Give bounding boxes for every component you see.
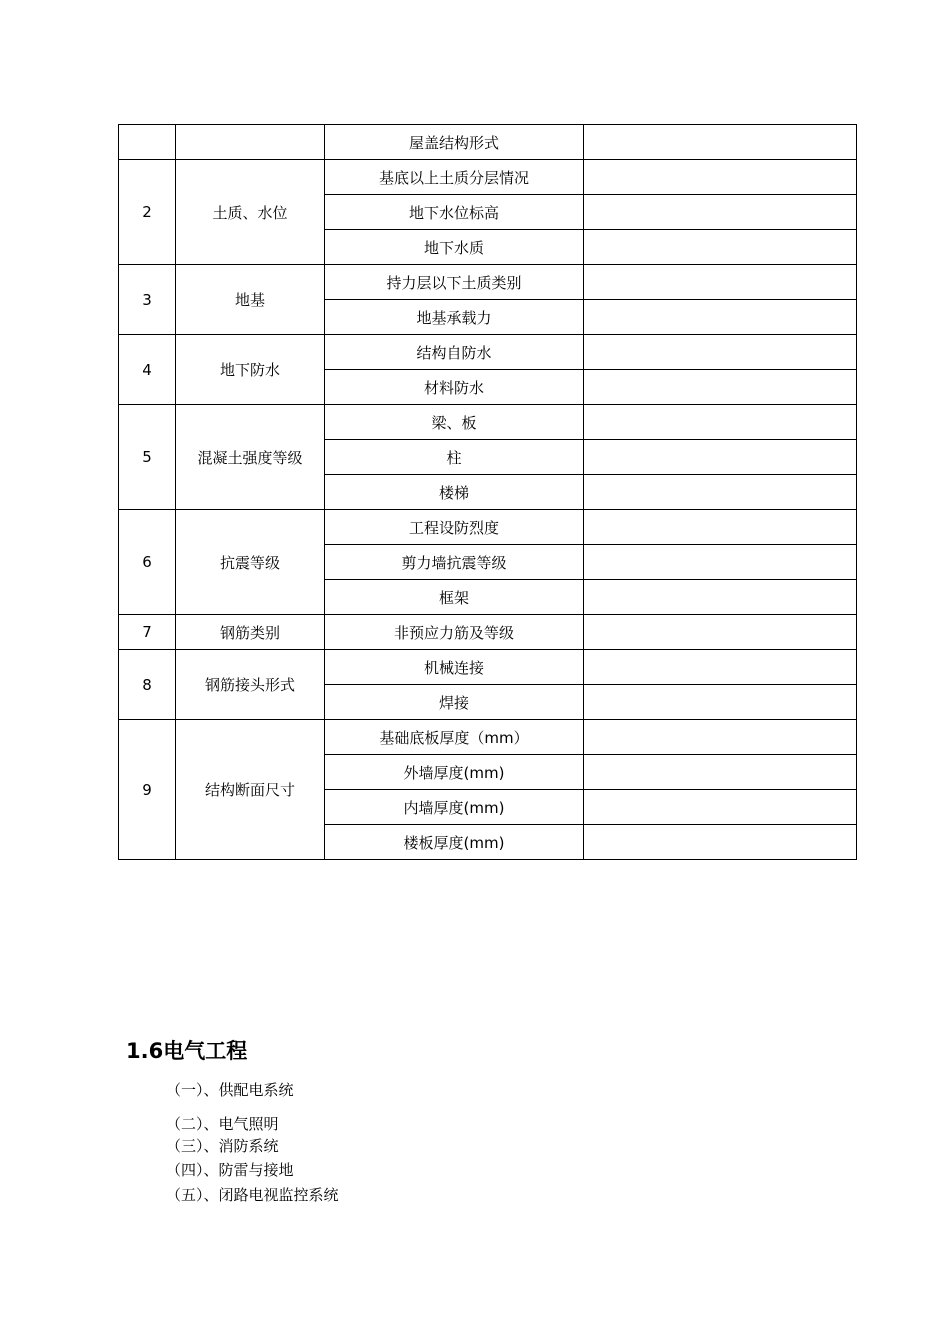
item-cell: 柱	[325, 440, 584, 475]
item-cell: 地下水位标高	[325, 195, 584, 230]
row-number-cell: 4	[119, 335, 176, 405]
table-row	[119, 335, 857, 370]
category-cell: 抗震等级	[176, 510, 325, 615]
value-cell	[584, 650, 857, 685]
item-cell: 内墙厚度(mm)	[325, 790, 584, 825]
table-row	[119, 720, 857, 755]
category-cell: 土质、水位	[176, 160, 325, 265]
row-number-cell: 5	[119, 405, 176, 510]
value-cell	[584, 790, 857, 825]
value-cell	[584, 265, 857, 300]
item-cell: 屋盖结构形式	[325, 125, 584, 160]
item-cell: 基础底板厚度（mm）	[325, 720, 584, 755]
value-cell	[584, 510, 857, 545]
section-title: 1.6电气工程	[126, 1039, 248, 1063]
item-cell: 楼板厚度(mm)	[325, 825, 584, 860]
value-cell	[584, 230, 857, 265]
table-row	[119, 160, 857, 195]
item-cell: 材料防水	[325, 370, 584, 405]
row-number-cell: 3	[119, 265, 176, 335]
section-item-fire-protection: （三）、消防系统	[166, 1137, 279, 1155]
category-cell: 钢筋接头形式	[176, 650, 325, 720]
item-cell: 机械连接	[325, 650, 584, 685]
row-number-cell: 7	[119, 615, 176, 650]
table-row	[119, 125, 857, 160]
item-cell: 楼梯	[325, 475, 584, 510]
category-cell: 混凝土强度等级	[176, 405, 325, 510]
value-cell	[584, 125, 857, 160]
category-cell: 地下防水	[176, 335, 325, 405]
item-cell: 持力层以下土质类别	[325, 265, 584, 300]
item-cell: 基底以上土质分层情况	[325, 160, 584, 195]
item-cell: 非预应力筋及等级	[325, 615, 584, 650]
value-cell	[584, 755, 857, 790]
section-item-lightning-grounding: （四）、防雷与接地	[166, 1161, 294, 1179]
item-cell: 结构自防水	[325, 335, 584, 370]
category-cell	[176, 125, 325, 160]
value-cell	[584, 825, 857, 860]
value-cell	[584, 160, 857, 195]
section-item-lighting: （二）、电气照明	[166, 1115, 279, 1133]
row-number-cell	[119, 125, 176, 160]
value-cell	[584, 440, 857, 475]
table-row	[119, 615, 857, 650]
category-cell: 钢筋类别	[176, 615, 325, 650]
table-row	[119, 510, 857, 545]
row-number-cell: 9	[119, 720, 176, 860]
value-cell	[584, 370, 857, 405]
value-cell	[584, 720, 857, 755]
value-cell	[584, 300, 857, 335]
value-cell	[584, 405, 857, 440]
value-cell	[584, 545, 857, 580]
table-row	[119, 405, 857, 440]
table-row	[119, 650, 857, 685]
value-cell	[584, 335, 857, 370]
value-cell	[584, 475, 857, 510]
item-cell: 焊接	[325, 685, 584, 720]
value-cell	[584, 580, 857, 615]
row-number-cell: 2	[119, 160, 176, 265]
category-cell: 结构断面尺寸	[176, 720, 325, 860]
item-cell: 梁、板	[325, 405, 584, 440]
section-item-cctv: （五）、闭路电视监控系统	[166, 1186, 339, 1204]
value-cell	[584, 615, 857, 650]
row-number-cell: 6	[119, 510, 176, 615]
table-row	[119, 265, 857, 300]
table-body	[119, 125, 857, 860]
item-cell: 工程设防烈度	[325, 510, 584, 545]
row-number-cell: 8	[119, 650, 176, 720]
item-cell: 框架	[325, 580, 584, 615]
category-cell: 地基	[176, 265, 325, 335]
item-cell: 地基承载力	[325, 300, 584, 335]
item-cell: 外墙厚度(mm)	[325, 755, 584, 790]
item-cell: 剪力墙抗震等级	[325, 545, 584, 580]
item-cell: 地下水质	[325, 230, 584, 265]
value-cell	[584, 685, 857, 720]
value-cell	[584, 195, 857, 230]
structure-spec-table	[118, 124, 857, 860]
section-item-power-supply: （一）、供配电系统	[166, 1081, 294, 1099]
